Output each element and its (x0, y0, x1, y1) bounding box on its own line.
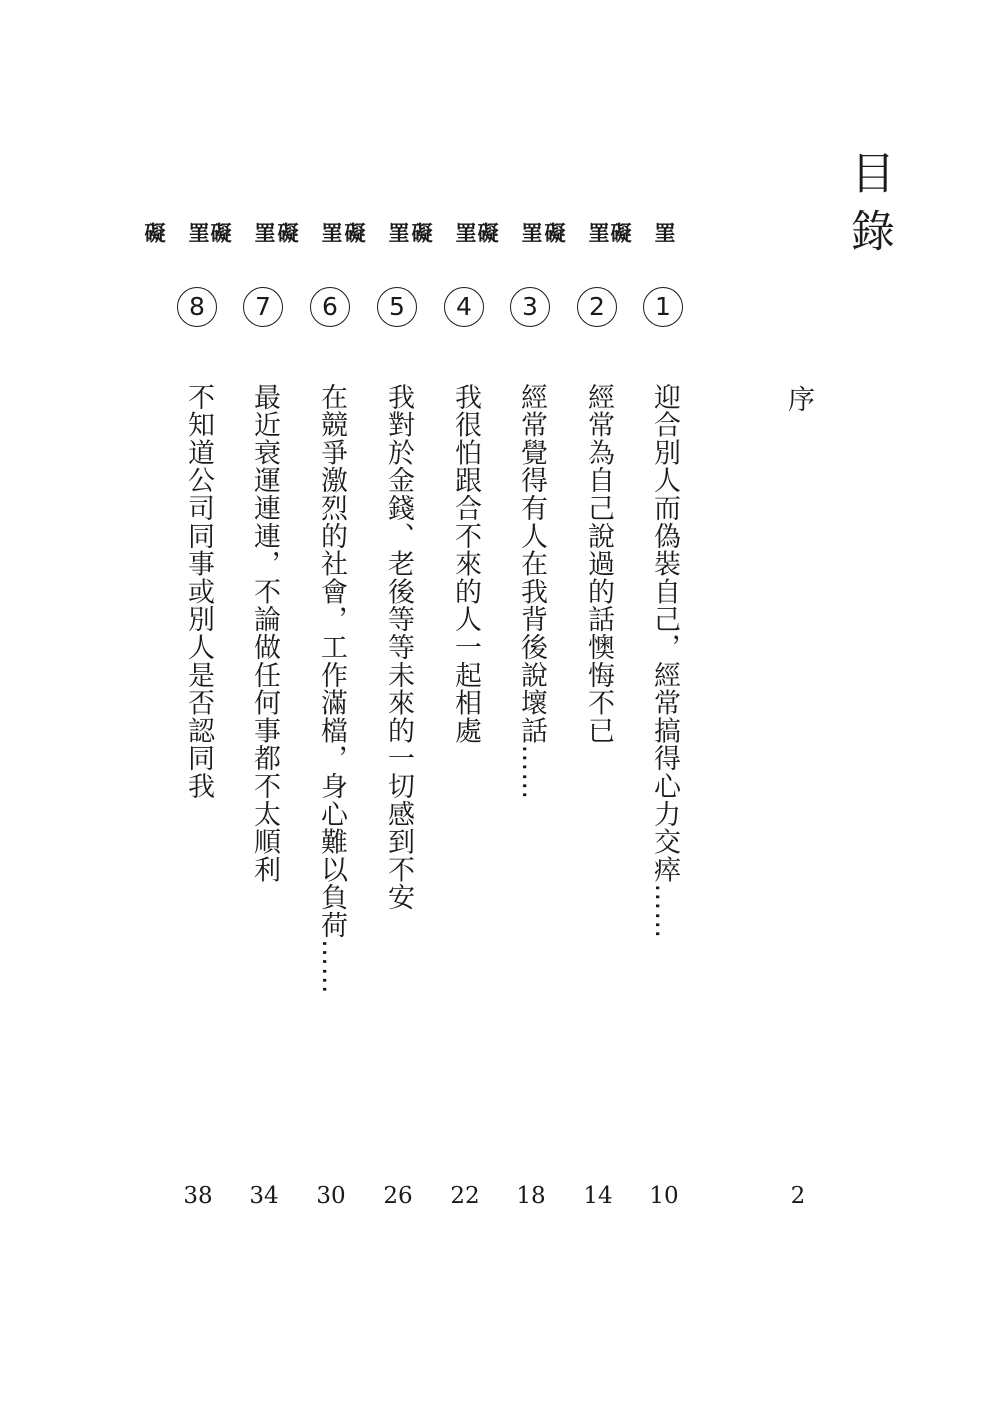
page-title: 目錄 (843, 150, 894, 266)
entry-tag-label: 罣礙 (608, 222, 676, 243)
entry-page-number: 18 (516, 1183, 546, 1209)
entry-number-badge: 5 (377, 287, 417, 327)
entry-number-badge: 4 (444, 287, 484, 327)
entry-title: 迎合別人而偽裝自己，經常搞得心力交瘁…… (649, 383, 680, 939)
entry-page-number: 38 (183, 1183, 213, 1209)
entry-page-number: 30 (316, 1183, 346, 1209)
entry-number-badge: 7 (243, 287, 283, 327)
entry-title: 最近衰運連連，不論做任何事都不太順利 (249, 383, 280, 884)
entry-number-badge: 3 (510, 287, 550, 327)
entry-title: 不知道公司同事或別人是否認同我 (183, 383, 214, 800)
entry-page-number: 10 (649, 1183, 679, 1209)
preface-page-number: 2 (790, 1183, 806, 1209)
entry-number-badge: 8 (177, 287, 217, 327)
entry-number-badge: 6 (310, 287, 350, 327)
entry-page-number: 26 (383, 1183, 413, 1209)
entry-tag-label: 罣礙 (542, 222, 610, 243)
entry-number-badge: 2 (577, 287, 617, 327)
entry-title: 我很怕跟合不來的人一起相處 (450, 383, 481, 745)
entry-page-number: 34 (249, 1183, 279, 1209)
entry-title: 經常為自己說過的話懊悔不已 (583, 383, 614, 745)
entry-title: 經常覺得有人在我背後說壞話…… (516, 383, 547, 800)
entry-tag-label: 罣礙 (208, 222, 276, 243)
entry-tag-label: 罣礙 (142, 222, 210, 243)
entry-tag-label: 罣礙 (475, 222, 543, 243)
entry-page-number: 14 (583, 1183, 613, 1209)
entry-tag-label: 罣礙 (275, 222, 343, 243)
entry-tag-label: 罣礙 (409, 222, 477, 243)
entry-title: 在競爭激烈的社會，工作滿檔，身心難以負荷…… (316, 383, 347, 995)
preface-label: 序 (783, 385, 814, 413)
entry-title: 我對於金錢、老後等等未來的一切感到不安 (383, 383, 414, 912)
entry-number-badge: 1 (643, 287, 683, 327)
entry-page-number: 22 (450, 1183, 480, 1209)
entry-tag-label: 罣礙 (342, 222, 410, 243)
